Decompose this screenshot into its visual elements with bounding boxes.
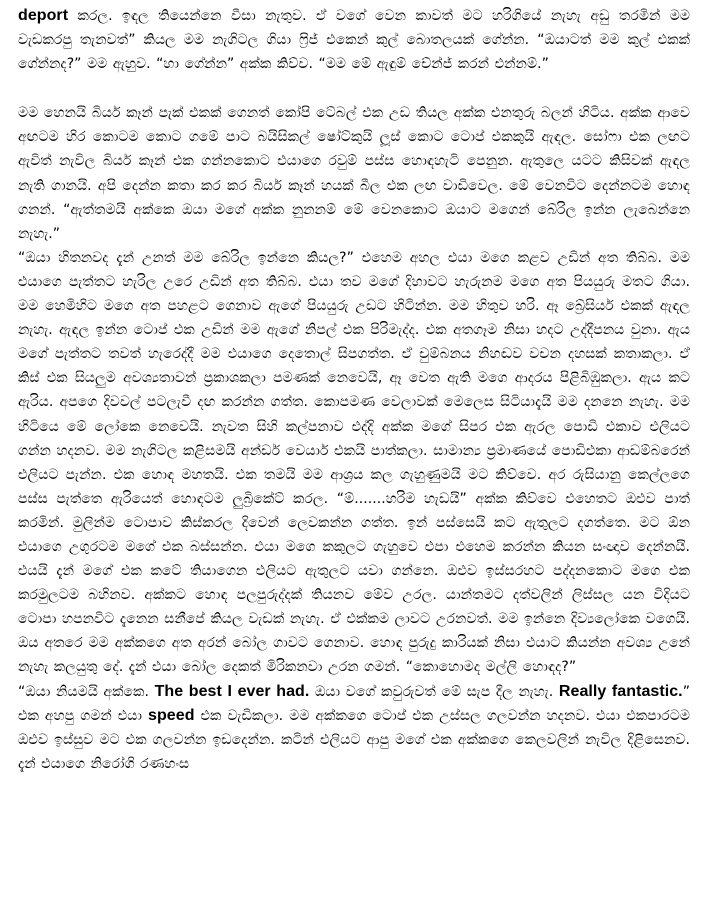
latin-phrase: Really fantastic. [558, 682, 683, 700]
latin-phrase: deport [18, 7, 69, 24]
paragraph-gap [18, 76, 690, 101]
body-text: කරල. ඉඳල තියෙන්නෙ වීසා නැතුව. ඒ වගේ වෙන කාවත් මට හරිගියේ නැහැ අඩු තරමින් මම වැඩකරපු තැනවත්” කියල මම නැගිටල ගියා ෆ්‍රිජ් එකෙන් කුල් බොතලයක් ගේන්න. “ඔයාටත් මම කුල් එකක් ගේන්නද?” මම ඇහුව. “හා ගේන්න” අක්ක කිව්ව. “මම මේ ඇඳුම් චේන්ජ් කරන් එන්නම්.” [18, 8, 690, 73]
latin-phrase: The best I ever had. [154, 682, 310, 700]
body-text: “ඔයා හිතනවද දැන් උනත් මම බේරිල ඉන්නෙ කියල?” එහෙම අහල එයා මගෙ කළව උඩින් අත තිබ්බ. මම එයාගෙ පැත්තට හැරිල උරෙ උඩින් අත තිබ්බ. එයා තව මගේ දිහාවට හැරුනම මගෙ අත පියයුරු මතට ගියා. මම හෙමිහිට මගෙ අත පහළට ගෙනාව ඇගේ පියයුරු උඩට හිටින්න. මම හිතුව හරි. ඈ බ්‍රේසියර් එකක් ඇඳල නැහැ. ඇඳල ඉන්න ටොප් එක උඩින් මම ඇගේ නිපල් එක පිරිමැද්ද. එක අතගෑම නිසා හදට උද්දීපනය වුනා. ඇය මගේ පැත්තට තවත් හැරෙද්දී මම එයාගෙ දෙතොල් සිපගත්ත. ඒ චුම්බනය නිහඬව වචන දහසක් කතාකලා. ඒ කිස් එක සියලුම අවශ්‍යතාවන් ප්‍රකාශකලා පමණක් නෙවෙයි, ඈ වෙත ඇති මගෙ ආදරය පිළිබිඹුකලා. ඇය කට ඇරිය. අපගෙ දිවවල් පටලැවී දඟ කරන්න ගත්ත. කොපමණ වෙලාවක් මෙලෙස සිටියාදැයි මම දනනෙ නැහැ. මම හිටියෙ මේ ලෝකෙ නෙවෙයි. නැවත සිහි කල්පනාව එද්දි අක්ක මගේ සිපර එක ඇරල පොඩි එකාව එලියට ගන්න හදනව. මම නැගිටල කළිසමයි අන්ඩර් වෙයාර් එකයි පාත්කලා. සාමාන්‍ය ප්‍රමාණයේ පොඩිඑකා ආඩම්බරෙන් එලියට පැන්න. එක හොඳ මහතයි. එක තමයි මම ආශ්‍රය කල ගැහුණුමයි මට කිව්වෙ. අර රුසියානු කෙල්ලගෙ පස්ස පැත්තෙ ඇරියෙත් හොඳටම ලුබ්‍රිකේට් කරල. “ම්.......හරිම හැඩයි” අක්ක කිව්වෙ එහෙතට ඔළුව පාත් කරමින්. මුලින්ම ටොපාව කිස්කරල දිවෙන් ලෙවකන්න ගත්ත. ඉන් පස්සෙයි කට ඇතුලට දගත්තෙ. මට ඕන එයාගෙ උගුරටම මගේ එක බස්සන්න. එයා මගෙ කකුලට ගැහුවෙ එපා එහෙම කරන්න කියන සංඥාව දෙන්නයි. එයයි දැන් මගේ එක කටේ තියාගෙන එලියට ඇතුලට යවා ගන්නෙ. ඔළුව ඉස්සරහට පද්දනකොට මගෙ එක කරමුලටම බහිනව. අක්කට හොඳ පලපුරුද්දක් තියනව මේව උරල. යාන්තමට දත්වලින් ලිස්සල යන විදියට ටොපා හපනවිට දැනෙන සනීපේ කියල වැඩක් නැහැ. ඒ එක්කම ලාවට උරනවත්. මම ඉන්නෙ දිව්‍යලෝකෙ වගෙයි. ඔය අතරෙ මම අක්කගෙ අත අරන් බෝල ගාවට ගෙනාව. හොඳ පුරුදු කාරියක් නිසා එයාට කියන්න අවශ්‍ය උනේ නැහැ කලයුතු දේ. දැන් එයා බෝල දෙකත් මිරිකනවා උරන ගමන්. “කොහොමද මල්ලි හොඳද?” [18, 249, 690, 676]
paragraph-4 [18, 680, 690, 776]
paragraph-1 [18, 4, 690, 76]
body-text: ” එක අහපු ගමන් එයා [18, 683, 690, 724]
body-text: මම හෙනයි බියර් කෑන් පැක් එකක් ගෙනත් කෝපි ටේබල් එක උඩ තියල අක්ක එනතුරු බලන් හිටිය. අක්ක ආවෙ අඟටම හිර කොටම කොට ගමේ පාට බයිසිකල් ෂෝට්කුයි ලූස් කොට ටොප් එකකුයි ඇඳල. සෝෆා එක ලඟට ඇවිත් නැවිල බියර් කෑන් එක ගන්නකොට එයාගෙ රවුම් පස්ස හොඳහැටි පෙනුන. ඇතුලෙ යටට කිසිවක් ඇඳල නැති ගානයි. අපි දෙන්න කතා කර කර බියර් කෑන් හයක් බීල එක ලඟ වාඩිවෙල. මේ වෙනවිට දෙන්නටම හොඳ ගනන්. “ඇත්තමයි අක්කෙ ඔයා මගේ අක්ක නුනනම් මේ වෙනකොට ඔයාට මගෙන් බේරිල ඉන්න ලැබෙන්නෙ නැහැ.” [18, 105, 690, 242]
latin-phrase: speed [148, 706, 195, 724]
document-page [18, 4, 690, 908]
body-text: එක වැඩිකලා. මම අක්කගෙ ටොප් එක උස්සල ගලවන්න හදනව. එයා එකපාරටම ඔළුව ඉස්සුව මට එක ගලවන්න ඉඩදෙන්න. කටින් එලියට ආපු මගේ එක අක්කගෙ කෙලවලින් නැවිල දිළිසෙනව. දැන් එයාගෙ නිරෝගි රණහංස [18, 707, 691, 772]
paragraph-2 [18, 101, 690, 246]
body-text: “ඔයා නියමයි අක්කෙ. [18, 683, 155, 700]
paragraph-3 [18, 246, 690, 680]
body-text: ඔයා වගේ කවුරුවත් මේ සැප දීල නැහැ. [309, 683, 559, 700]
